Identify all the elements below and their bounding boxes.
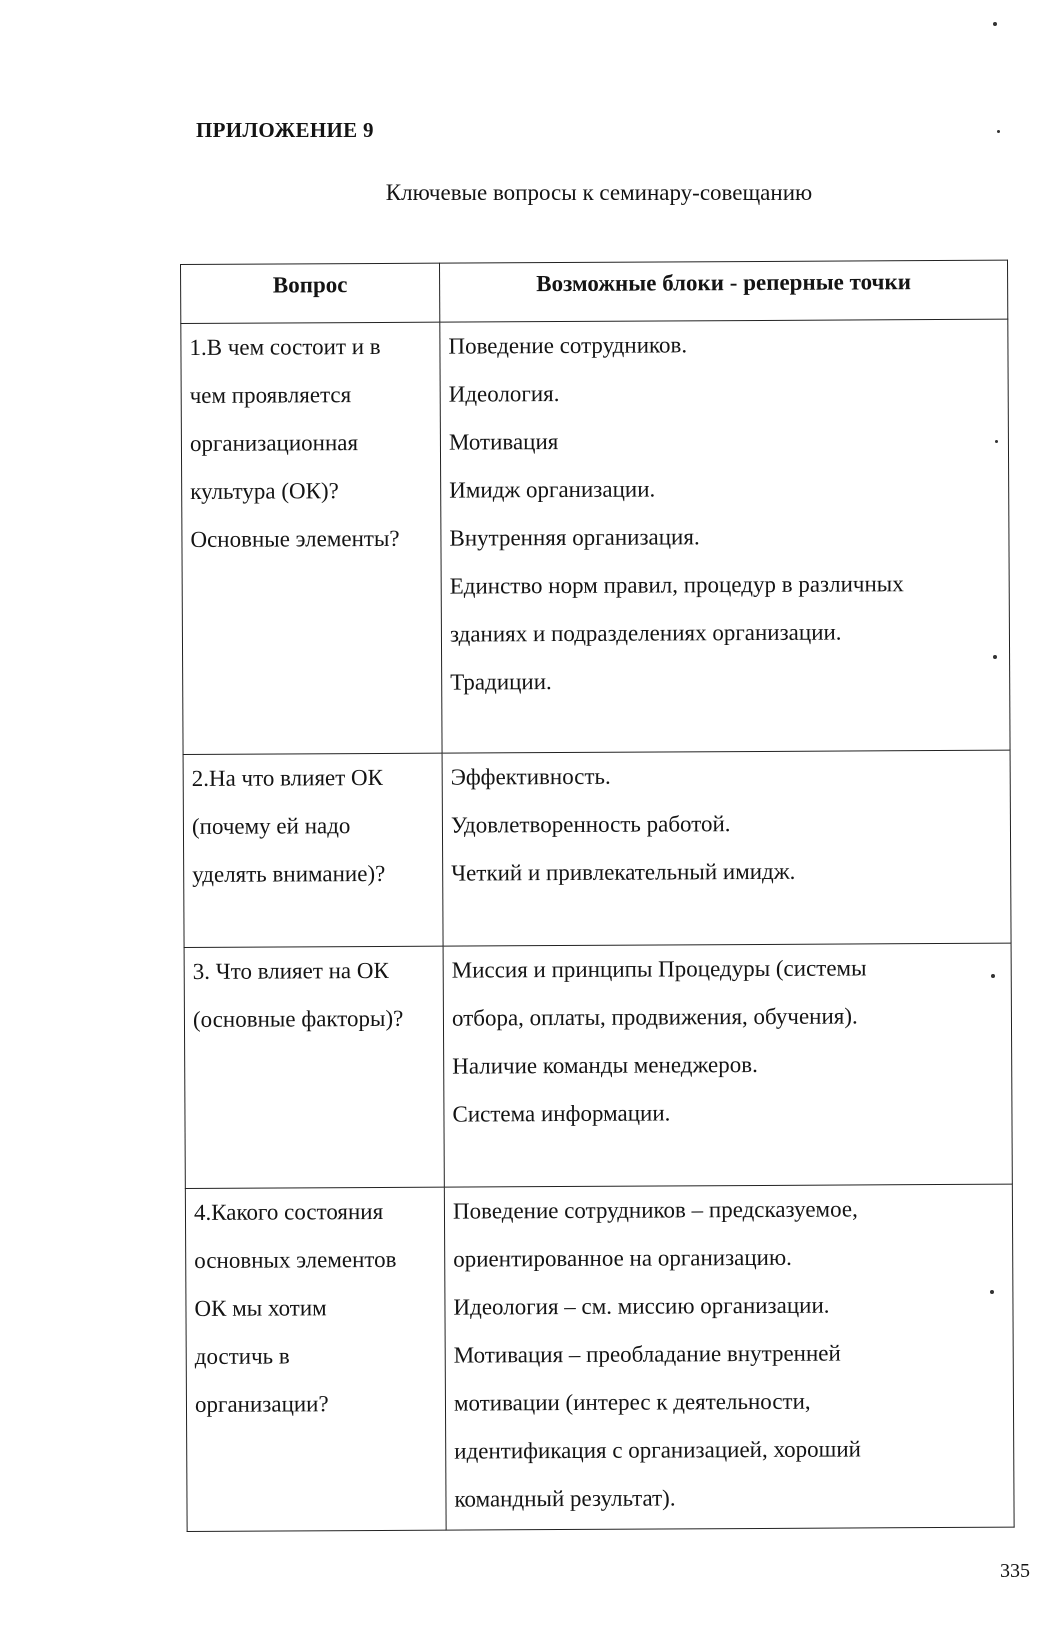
header-blocks: Возможные блоки - реперные точки xyxy=(439,260,1007,322)
table-header-row xyxy=(181,260,1008,323)
block-line: Поведение сотрудников – предсказуемое, xyxy=(452,1196,858,1224)
question-cell xyxy=(181,322,442,754)
table-row xyxy=(185,1184,1014,1531)
table-row xyxy=(181,319,1010,754)
question-line: чем проявляется xyxy=(189,382,352,408)
question-line: культура (ОК)? xyxy=(190,478,339,504)
question-cell xyxy=(184,946,444,1188)
question-cell xyxy=(185,1187,446,1531)
block-line: Наличие команды менеджеров. xyxy=(452,1051,758,1079)
table-row xyxy=(184,943,1012,1188)
block-line: Миссия и принципы Процедуры (системы xyxy=(451,955,867,983)
scan-speck xyxy=(991,974,995,978)
scan-speck xyxy=(997,130,1000,133)
scan-speck xyxy=(993,655,997,659)
header-question: Вопрос xyxy=(181,263,440,323)
appendix-title: ПРИЛОЖЕНИЕ 9 xyxy=(196,118,374,142)
page-number: 335 xyxy=(1000,1560,1030,1582)
block-line: Эффективность. xyxy=(450,763,611,790)
document-subtitle: Ключевые вопросы к семинару-совещанию xyxy=(385,180,813,205)
block-line: Идеология. xyxy=(448,381,560,407)
block-line: Система информации. xyxy=(452,1100,671,1127)
question-line: 2.На что влияет ОК xyxy=(191,764,384,791)
block-line: отбора, оплаты, продвижения, обучения). xyxy=(451,1003,858,1031)
question-line: организации? xyxy=(194,1391,329,1417)
block-line: Удовлетворенность работой. xyxy=(450,811,731,838)
question-line: 4.Какого состояния xyxy=(193,1198,384,1225)
block-line: мотивации (интерес к деятельности, xyxy=(453,1388,811,1416)
question-line: 1.В чем состоит и в xyxy=(189,333,381,360)
blocks-cell xyxy=(444,1184,1014,1530)
block-line: идентификация с организацией, хороший xyxy=(454,1436,861,1464)
block-line: Внутренняя организация. xyxy=(449,524,700,551)
block-line: Имидж организации. xyxy=(449,476,656,503)
blocks-cell xyxy=(443,943,1012,1187)
question-line: 3. Что влияет на ОК xyxy=(192,957,389,984)
block-line: командный результат). xyxy=(454,1485,676,1512)
block-line: ориентированное на организацию. xyxy=(453,1244,792,1272)
question-line: (основные факторы)? xyxy=(192,1005,404,1032)
questions-table-wrapper xyxy=(180,260,1015,1532)
table-row xyxy=(183,750,1011,947)
scan-speck xyxy=(993,22,997,26)
block-line: Единство норм правил, процедур в различных xyxy=(449,571,904,599)
question-cell xyxy=(183,753,443,947)
question-line: (почему ей надо xyxy=(191,813,351,839)
block-line: Четкий и привлекательный имидж. xyxy=(451,858,796,886)
question-line: Основные элементы? xyxy=(190,525,400,552)
question-line: ОК мы хотим xyxy=(194,1295,327,1321)
blocks-cell xyxy=(440,319,1010,753)
scan-speck xyxy=(990,1290,994,1294)
block-line: Идеология – см. миссию организации. xyxy=(453,1292,830,1320)
block-line: Мотивация – преобладание внутренней xyxy=(453,1340,841,1368)
questions-table xyxy=(180,260,1015,1532)
question-line: основных элементов xyxy=(194,1246,397,1273)
scan-speck xyxy=(995,440,998,443)
block-line: Традиции. xyxy=(450,669,552,695)
block-line: зданиях и подразделениях организации. xyxy=(449,619,842,647)
question-line: уделять внимание)? xyxy=(192,860,386,887)
question-line: достичь в xyxy=(194,1343,290,1369)
block-line: Мотивация xyxy=(448,429,559,455)
question-line: организационная xyxy=(189,430,359,456)
blocks-cell xyxy=(442,750,1011,946)
block-line: Поведение сотрудников. xyxy=(448,332,688,359)
